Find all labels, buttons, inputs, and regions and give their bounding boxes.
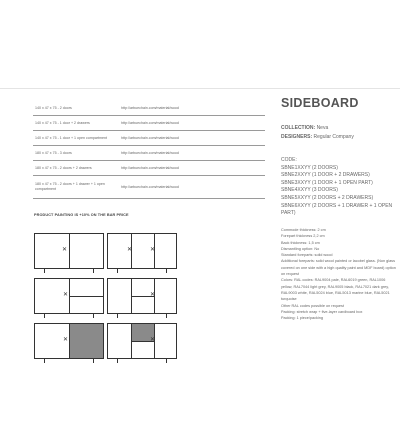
spec-item: Packing: stretch wrap + five-layer cardboard box <box>281 309 363 314</box>
sideboard-2-doors-1-drawer-1-open-part-drawing <box>107 323 177 359</box>
spec-item: Dismantling option: No <box>281 246 320 251</box>
code-item: SBNE1XXYY (2 DOORS) <box>281 164 338 171</box>
spec-item: Commode thickness: 2 cm <box>281 228 326 232</box>
sideboard-2-doors-2-drawers-drawing <box>107 278 177 314</box>
handle-icon: ✕ <box>150 247 156 253</box>
table-row <box>33 146 265 161</box>
specification-list <box>281 227 397 321</box>
sideboard-3-doors-drawing <box>107 233 177 269</box>
designers-value: Regular Company <box>313 134 354 140</box>
code-item: SBNE5XXYY (2 DOORS + 2 DRAWERS) <box>281 194 374 201</box>
dimension-cell: 140 x 47 x 75 - 1 door + 2 drawers <box>35 121 90 125</box>
material-link[interactable]: http://arbuechain.com/material/wood <box>121 185 179 189</box>
code-label: CODE: <box>281 157 297 163</box>
handle-icon: ✕ <box>127 247 133 253</box>
code-item: SBNE3XXYY (1 DOOR + 1 OPEN PART) <box>281 179 373 186</box>
table-row <box>33 176 265 199</box>
handle-icon: ✕ <box>62 247 68 253</box>
spec-item: Additional foreparts: solid wood painted or lacobel glass. (Non glass covered on one side with a high quality paint and MDF board) option on request <box>281 259 396 277</box>
table-row <box>33 101 265 116</box>
dimension-cell: 180 x 47 x 75 - 2 doors + 1 drawer + 1 open compartment <box>35 182 105 191</box>
material-link[interactable]: http://arbuechain.com/material/wood <box>121 151 179 155</box>
code-list <box>281 157 399 218</box>
material-link[interactable]: http://arbuechain.com/material/wood <box>121 106 179 110</box>
sideboard-1-door-2-drawers-drawing <box>34 278 104 314</box>
collection-label: COLLECTION: <box>281 125 316 131</box>
collection-line <box>281 125 328 131</box>
page-title: SIDEBOARD <box>281 96 359 110</box>
dimension-cell: 180 x 47 x 75 - 2 doors + 2 drawers <box>35 166 92 170</box>
table-row <box>33 116 265 131</box>
sideboard-2-doors-drawing <box>34 233 104 269</box>
designers-line <box>281 134 354 140</box>
spec-item: Forepart thickness 2,2 cm <box>281 234 325 239</box>
catalog-page <box>0 88 400 429</box>
spec-item: Standard foreparts: solid wood <box>281 253 333 258</box>
handle-icon: ✕ <box>150 292 156 298</box>
table-row <box>33 131 265 146</box>
dimension-table <box>33 101 265 199</box>
dimension-cell: 180 x 47 x 75 - 3 doors <box>35 151 72 155</box>
handle-icon: ✕ <box>63 292 69 298</box>
code-item: SBNE4XXYY (3 DOORS) <box>281 187 338 194</box>
material-link[interactable]: http://arbuechain.com/material/wood <box>121 166 179 170</box>
handle-icon: ✕ <box>63 337 69 343</box>
designers-label: DESIGNERS: <box>281 134 313 140</box>
material-link[interactable]: http://arbuechain.com/material/wood <box>121 121 179 125</box>
spec-item: Colors: RAL codes: RAL9004 pale, RAL6019 green, RAL1006 yellow, RAL7044 light grey, RAL9005 black, RAL7021 dark grey, RAL9003 white, RAL5024 blue, RAL5013 marine blue, RAL5021 turquoise <box>281 278 390 302</box>
dimension-cell: 140 x 47 x 75 - 2 doors <box>35 106 72 110</box>
code-item: SBNE6XXYY (2 DOORS + 1 DRAWER + 1 OPEN PART) <box>281 202 393 217</box>
spec-item: Back thickness: 1,5 cm <box>281 240 320 245</box>
top-blank-area <box>0 0 400 88</box>
table-row <box>33 161 265 176</box>
code-item: SBNE2XXYY (1 DOOR + 2 DRAWERS) <box>281 172 370 179</box>
collection-value: Neva <box>316 125 329 131</box>
dimension-cell: 140 x 47 x 75 - 1 door + 1 open compartment <box>35 136 108 140</box>
sideboard-1-door-1-open-part-drawing <box>34 323 104 359</box>
handle-icon: ✕ <box>150 337 156 343</box>
spec-item: Packing: 1 piece/packing <box>281 316 324 321</box>
painting-note: PRODUCT PAINTING IS +10% ON THE BAR PRICE <box>34 213 129 217</box>
spec-item: Other RAL codes possible on request <box>281 303 344 308</box>
material-link[interactable]: http://arbuechain.com/material/wood <box>121 136 179 140</box>
